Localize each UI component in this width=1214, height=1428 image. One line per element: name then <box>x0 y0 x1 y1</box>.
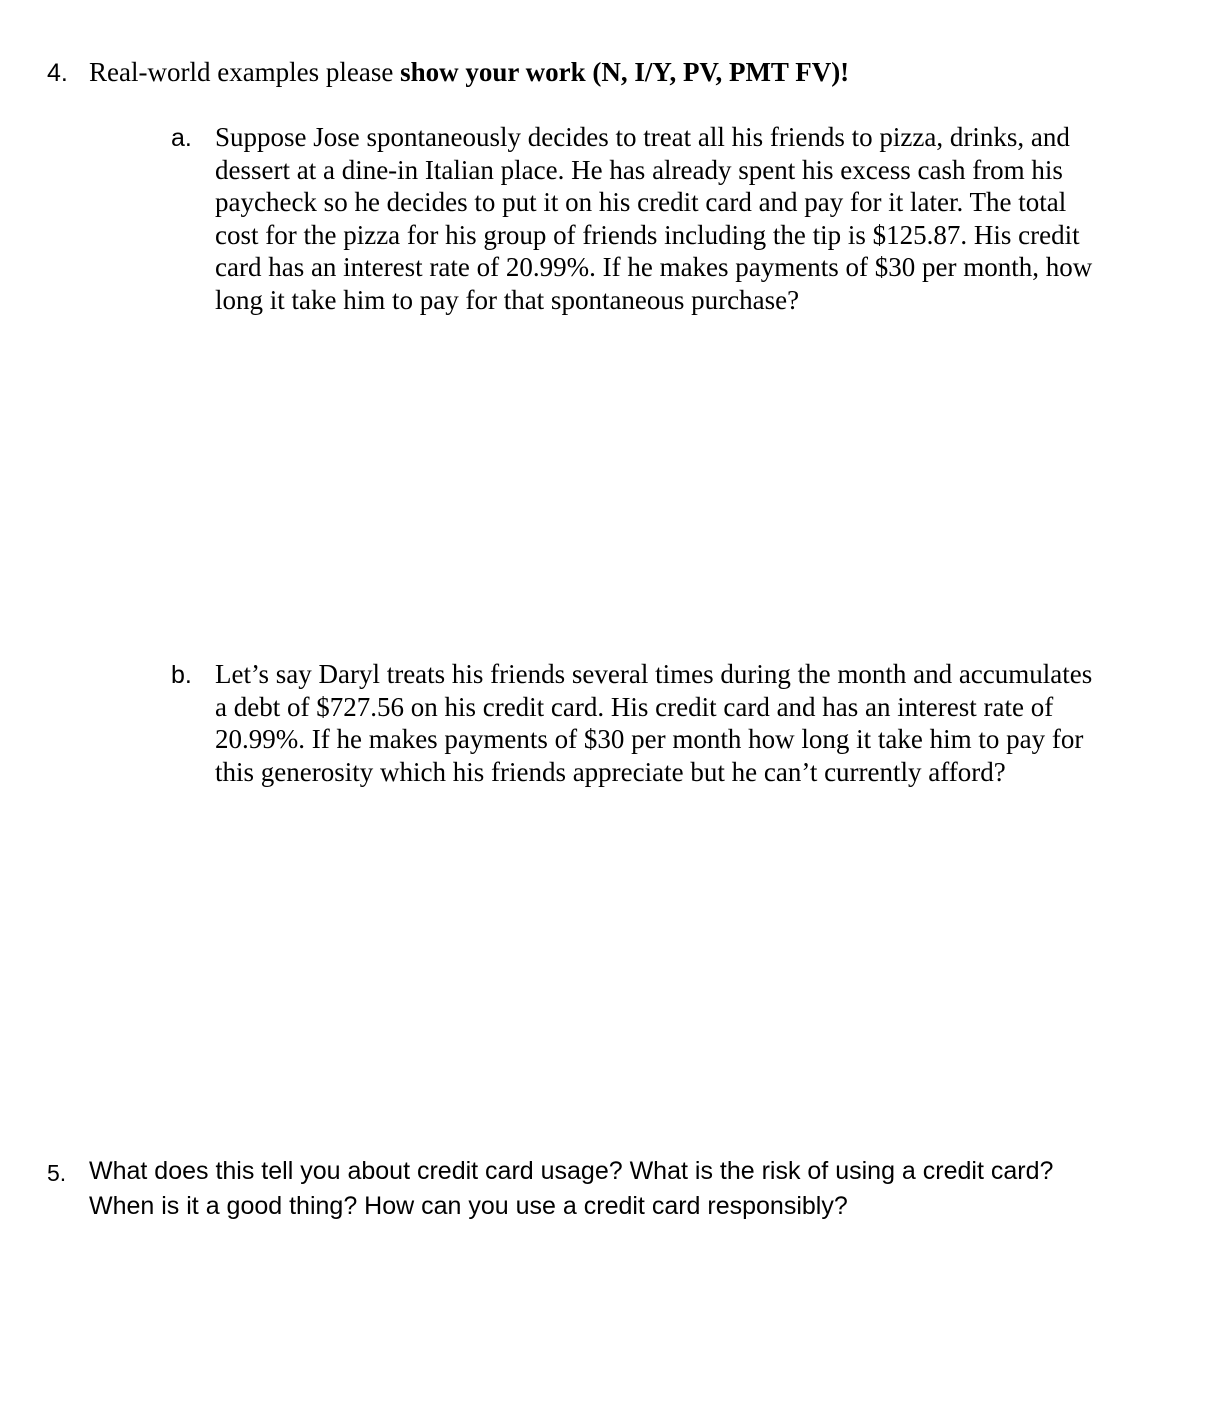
question-4b-line: this generosity which his friends appreciate but he can’t currently afford? <box>215 756 1006 787</box>
question-4-bold-instruction: show your work (N, I/Y, PV, PMT FV)! <box>400 57 850 87</box>
question-4a-line: card has an interest rate of 20.99%. If he makes payments of $30 per month, how <box>215 252 1093 283</box>
question-4a-line: paycheck so he decides to put it on his credit card and pay for it later. The total <box>215 187 1067 218</box>
question-5-number: 5. <box>47 1160 67 1186</box>
question-5-line: What does this tell you about credit card usage? What is the risk of using a credit card? <box>89 1157 1054 1185</box>
question-4-prompt <box>89 56 849 89</box>
question-4b-line: Let’s say Daryl treats his friends several times during the month and accumulates <box>215 659 1093 689</box>
question-4a-line: cost for the pizza for his group of friends including the tip is $125.87. His credit <box>215 219 1080 250</box>
question-4a-text <box>215 121 1145 317</box>
question-4a-letter: a. <box>171 124 192 152</box>
question-4-number: 4. <box>47 59 68 87</box>
question-4a-line: Suppose Jose spontaneously decides to treat all his friends to pizza, drinks, and <box>215 122 1070 152</box>
question-5-text <box>89 1154 1053 1224</box>
question-4-lead: Real-world examples please <box>89 57 401 87</box>
question-4b-letter: b. <box>171 661 192 689</box>
question-4b-line: 20.99%. If he makes payments of $30 per month how long it take him to pay for <box>215 724 1084 755</box>
question-4b-line: a debt of $727.56 on his credit card. His credit card and has an interest rate of <box>215 691 1054 722</box>
question-5-line: When is it a good thing? How can you use a credit card responsibly? <box>89 1192 848 1220</box>
question-4a-line: dessert at a dine-in Italian place. He has already spent his excess cash from his <box>215 154 1063 185</box>
question-4b-text <box>215 658 1145 788</box>
question-4a-line: long it take him to pay for that spontaneous purchase? <box>215 284 800 315</box>
